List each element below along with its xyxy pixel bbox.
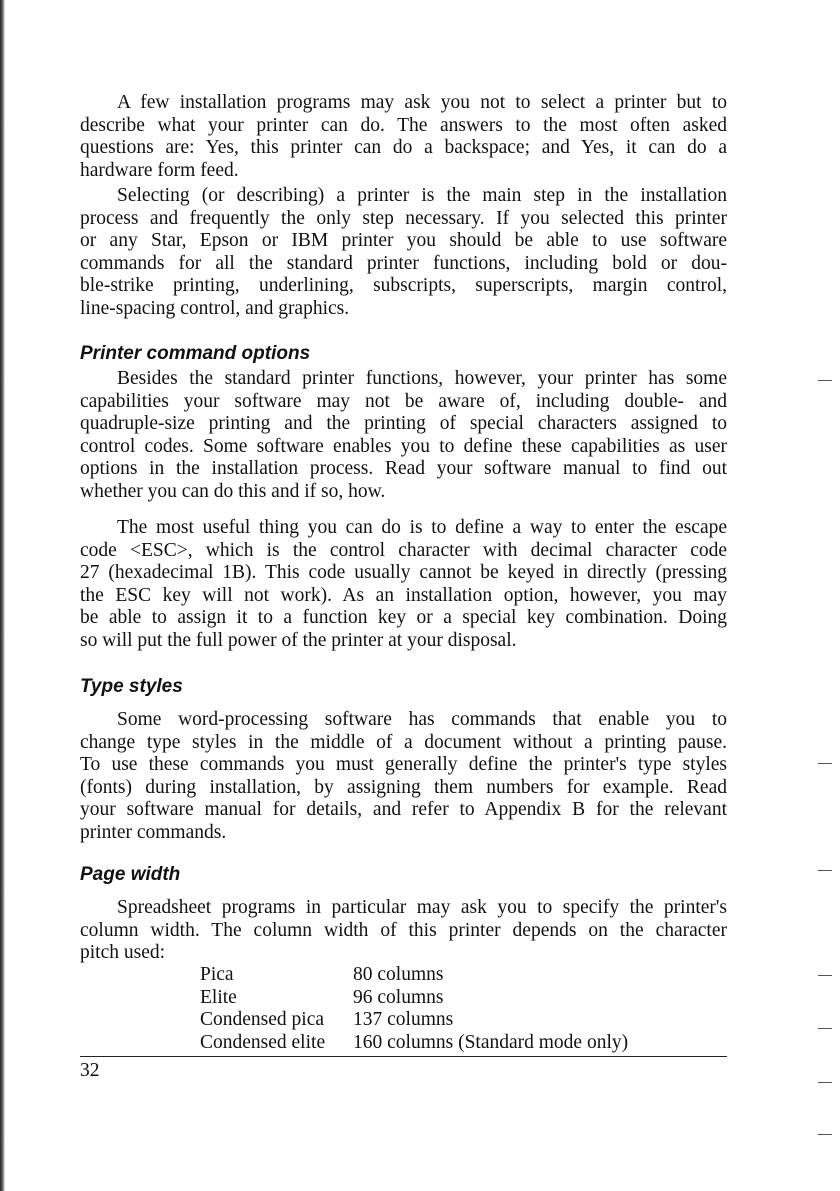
page-number: 32: [80, 1060, 100, 1081]
scan-margin-mark: [818, 1134, 832, 1135]
scan-edge-shadow: [0, 0, 5, 1191]
text-line: whether you can do this and if so, how.: [80, 480, 386, 502]
heading-type-styles: Type styles: [80, 676, 183, 697]
text-line: The most useful thing you can do is to define a way to enter the escape: [117, 517, 727, 538]
scan-margin-mark: [818, 380, 832, 381]
pitch-columns: 96 columns: [353, 986, 444, 1008]
heading-printer-command-options: Printer command options: [80, 343, 311, 364]
pitch-table-row: [200, 987, 628, 1010]
text-line: (fonts) during installation, by assigning them numbers for example. Read: [80, 776, 727, 798]
text-line: your software manual for details, and refer to Appendix B for the relevant: [80, 799, 727, 820]
text-line: line-spacing control, and graphics.: [80, 297, 350, 319]
scan-margin-mark: [818, 870, 832, 871]
text-line: change type styles in the middle of a document without a printing pause.: [80, 731, 727, 753]
text-line: code <ESC>, which is the control character with decimal character code: [80, 539, 727, 561]
scan-margin-mark: [818, 763, 832, 764]
paragraph-type-styles: [80, 709, 727, 844]
pitch-columns: 160 columns (Standard mode only): [353, 1031, 629, 1053]
paragraph-command-options: [80, 368, 727, 503]
text-line: the ESC key will not work). As an installation option, however, you may: [80, 584, 727, 606]
text-line: Besides the standard printer functions, however, your printer has some: [117, 368, 727, 389]
pitch-name: Condensed pica: [200, 1009, 325, 1030]
paragraph-page-width: [80, 897, 727, 965]
scan-margin-mark: [818, 1028, 832, 1029]
text-line: hardware form feed.: [80, 159, 239, 181]
pitch-columns: 137 columns: [353, 1009, 454, 1030]
pitch-name: Pica: [200, 964, 234, 985]
text-line: 27 (hexadecimal 1B). This code usually cannot be keyed in directly (pressing: [80, 562, 727, 583]
pitch-table-row: [200, 964, 628, 987]
text-line: capabilities your software may not be aware of, including double- and: [80, 390, 727, 412]
pitch-name: Elite: [200, 986, 237, 1008]
text-line: or any Star, Epson or IBM printer you should be able to use software: [80, 230, 727, 251]
paragraph-installation-intro: [80, 92, 727, 182]
pitch-table-row: [200, 1032, 628, 1055]
text-line: Some word-processing software has commands that enable you to: [117, 709, 727, 730]
paragraph-escape-code: [80, 517, 727, 652]
text-line: be able to assign it to a function key or a special key combination. Doing: [80, 607, 727, 628]
pitch-table: [200, 964, 628, 1054]
footer-rule: [80, 1056, 727, 1057]
paragraph-selecting-printer: [80, 185, 727, 320]
text-line: pitch used:: [80, 942, 166, 963]
scan-margin-mark: [818, 1082, 832, 1083]
text-line: printer commands.: [80, 821, 227, 843]
text-line: process and frequently the only step necessary. If you selected this printer: [80, 207, 727, 229]
scan-margin-mark: [818, 975, 832, 976]
text-line: questions are: Yes, this printer can do a backspace; and Yes, it can do a: [80, 137, 727, 158]
text-line: options in the installation process. Read your software manual to find out: [80, 458, 727, 479]
text-line: column width. The column width of this printer depends on the character: [80, 919, 727, 941]
text-line: Spreadsheet programs in particular may ask you to specify the printer's: [117, 897, 727, 918]
pitch-table-row: [200, 1009, 628, 1032]
text-line: control codes. Some software enables you to define these capabilities as user: [80, 435, 727, 457]
text-line: quadruple-size printing and the printing of special characters assigned to: [80, 413, 727, 434]
text-line: Selecting (or describing) a printer is the main step in the installation: [117, 185, 727, 206]
text-line: describe what your printer can do. The answers to the most often asked: [80, 114, 727, 136]
text-line: so will put the full power of the printer at your disposal.: [80, 629, 517, 651]
text-line: A few installation programs may ask you not to select a printer but to: [117, 92, 727, 113]
text-line: commands for all the standard printer functions, including bold or dou-: [80, 252, 727, 274]
text-line: ble-strike printing, underlining, subscripts, superscripts, margin control,: [80, 275, 727, 296]
pitch-columns: 80 columns: [353, 964, 444, 985]
heading-page-width: Page width: [80, 864, 181, 885]
pitch-name: Condensed elite: [200, 1031, 326, 1053]
text-line: To use these commands you must generally define the printer's type styles: [80, 754, 727, 775]
